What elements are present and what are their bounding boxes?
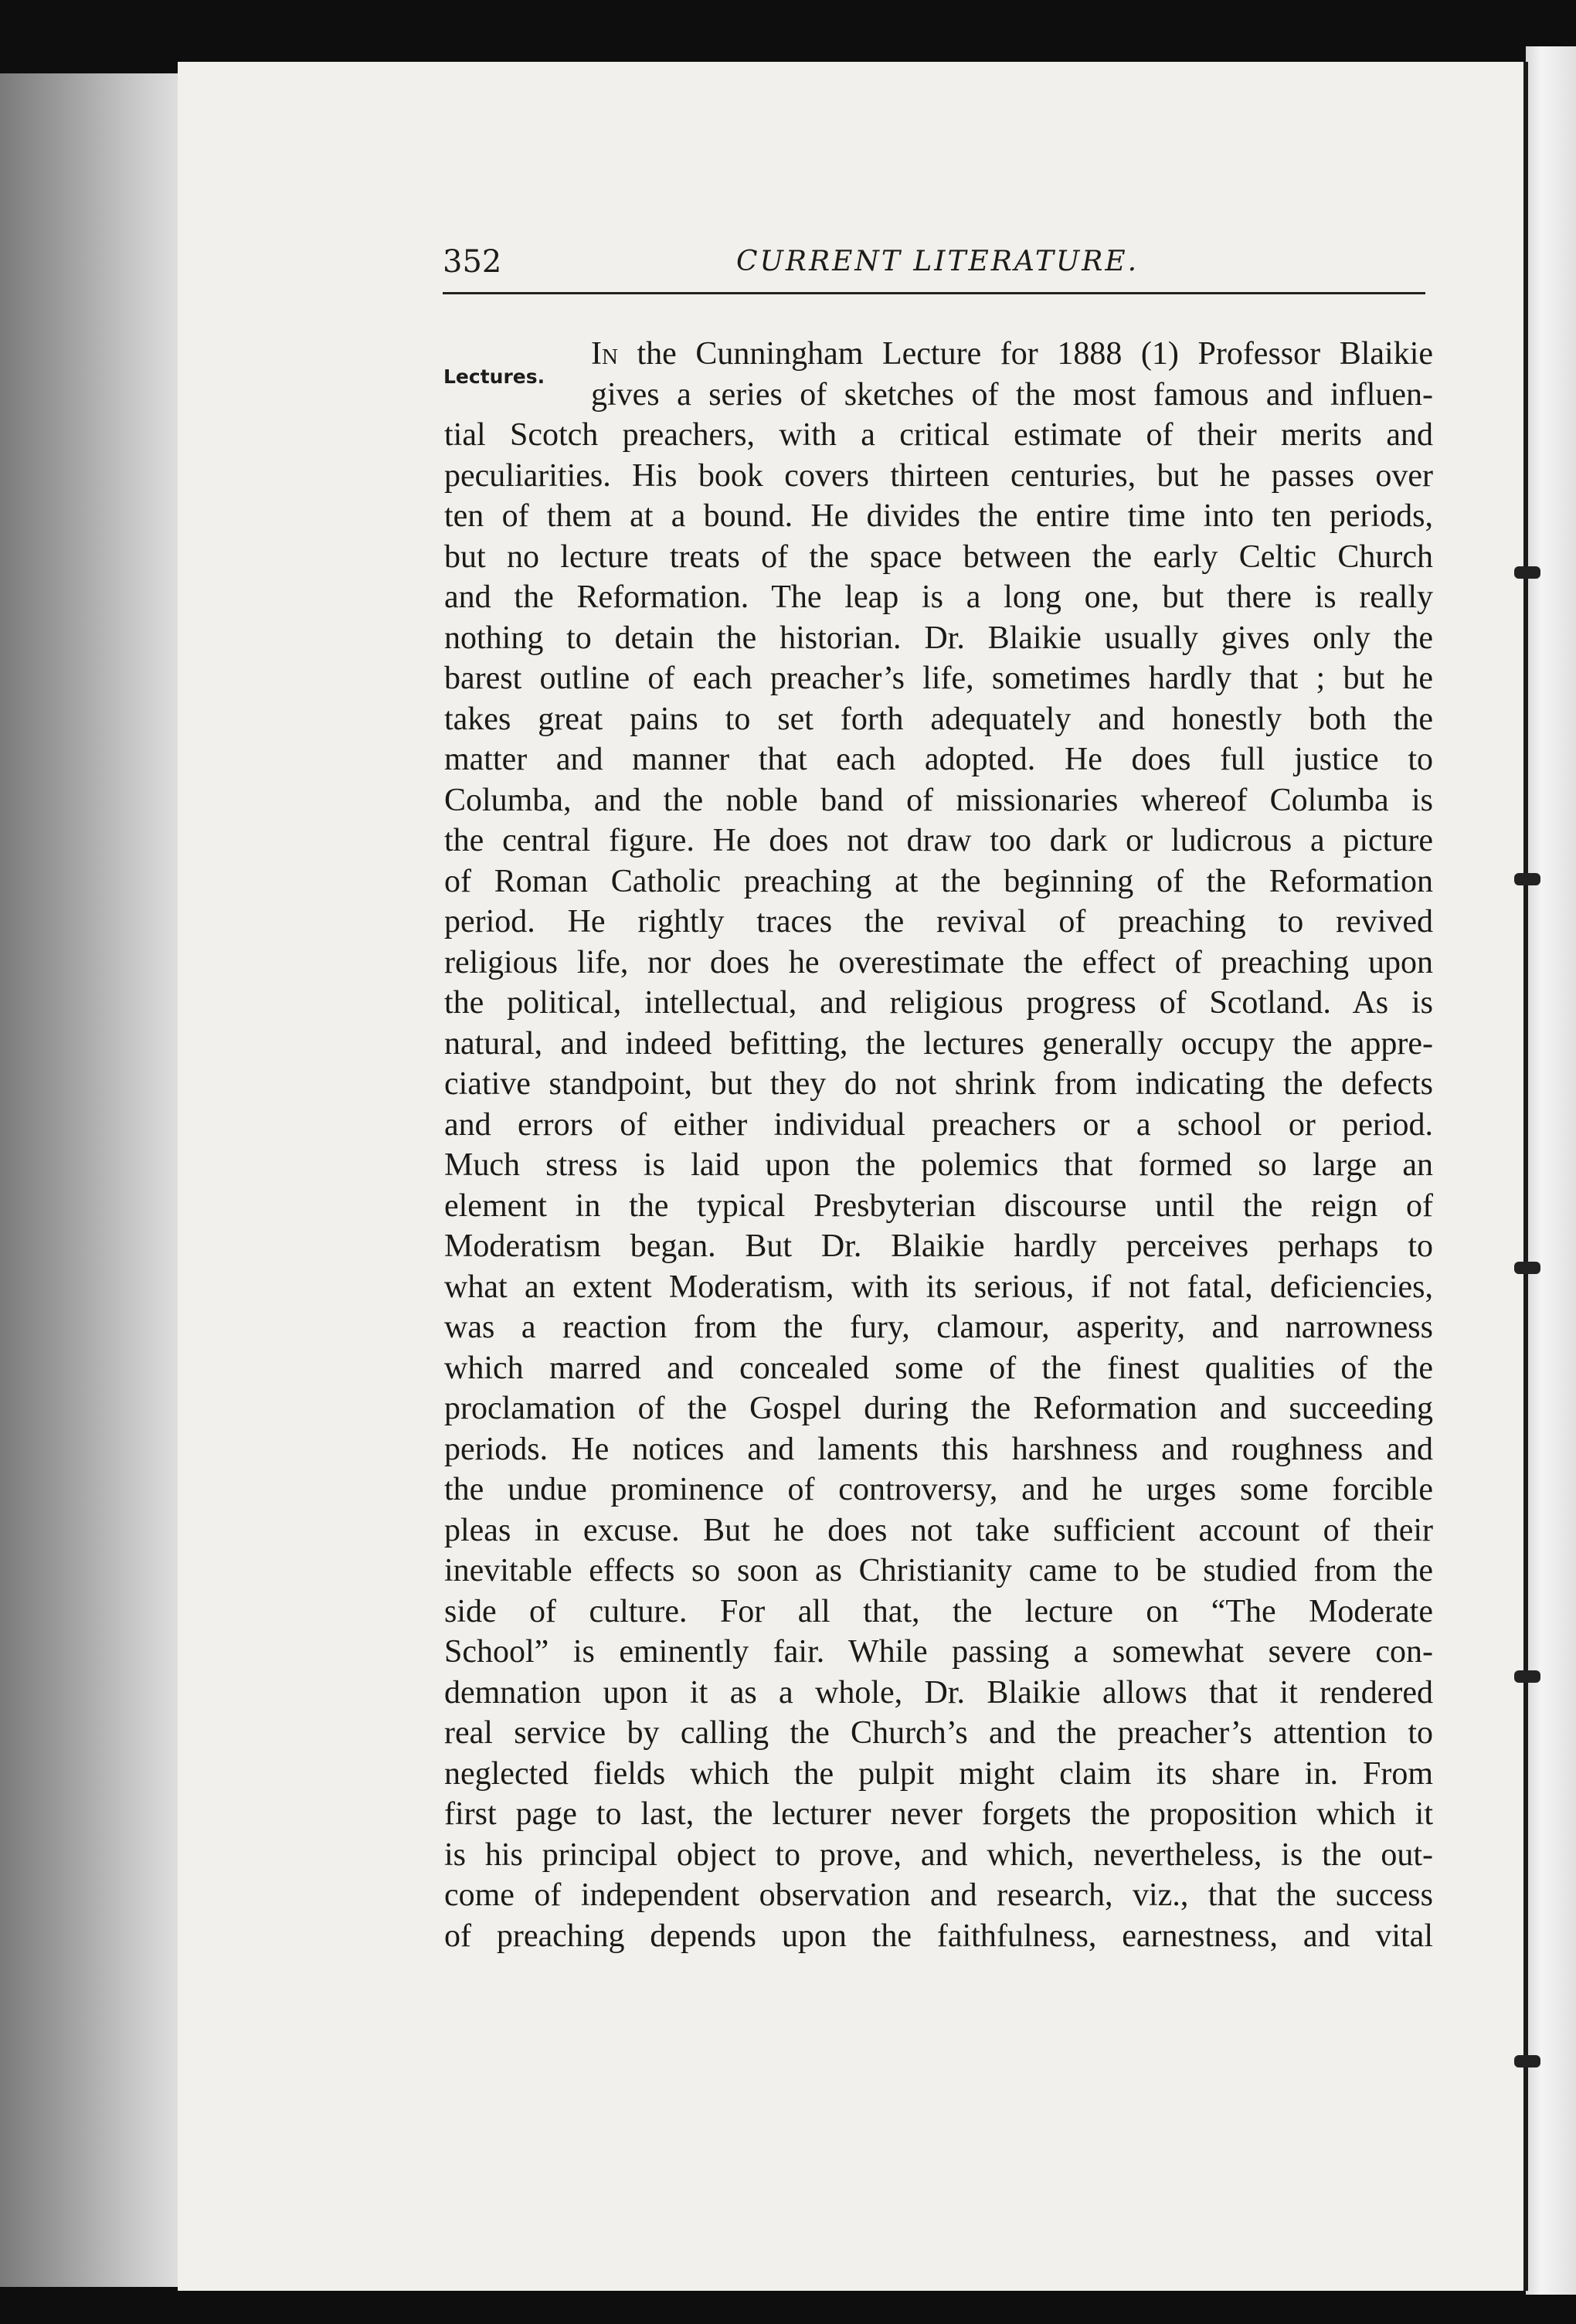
text-line	[444, 1105, 1433, 1146]
line-text: neglected fields which the pulpit might claim its share in. From	[444, 1755, 1433, 1792]
lead-in-word: In	[591, 336, 618, 372]
line-text: ciative standpoint, but they do not shrink from indicating the defects	[444, 1066, 1433, 1102]
line-text: of Roman Catholic preaching at the beginning of the Reformation	[444, 863, 1433, 899]
line-text: inevitable effects so soon as Christianity came to be studied from the	[444, 1553, 1433, 1588]
text-line	[444, 375, 1433, 416]
line-text: nothing to detain the historian. Dr. Blaikie usually gives only the	[444, 620, 1433, 656]
line-text: the political, intellectual, and religious progress of Scotland. As is	[444, 985, 1433, 1021]
text-line	[444, 821, 1433, 861]
text-line	[444, 1875, 1433, 1916]
line-text: School” is eminently fair. While passing a somewhat severe con-	[444, 1634, 1433, 1670]
line-text: but no lecture treats of the space between the early Celtic Church	[444, 539, 1433, 575]
line-text: Columba, and the noble band of missionaries whereof Columba is	[444, 782, 1433, 818]
text-line	[444, 1835, 1433, 1876]
sidenote-label: Lectures.	[443, 365, 545, 388]
line-text: peculiarities. His book covers thirteen centuries, but he passes over	[444, 457, 1433, 494]
text-line	[444, 1592, 1433, 1633]
text-line	[444, 1307, 1433, 1348]
text-line	[444, 780, 1433, 821]
text-line	[444, 1469, 1433, 1510]
line-text: Much stress is laid upon the polemics that formed so large an	[444, 1147, 1433, 1183]
text-line	[444, 1510, 1433, 1551]
line-text: and the Reformation. The leap is a long one, but there is really	[444, 579, 1433, 615]
text-line	[444, 1632, 1433, 1673]
text-line	[444, 1348, 1433, 1389]
running-head	[443, 238, 1425, 294]
spine-line	[1523, 62, 1528, 2291]
line-text: is his principal object to prove, and which, nevertheless, is the out-	[444, 1836, 1433, 1873]
text-line	[444, 618, 1433, 659]
text-line	[444, 1226, 1433, 1267]
text-line	[444, 1267, 1433, 1308]
text-line	[444, 902, 1433, 943]
text-line	[444, 1754, 1433, 1795]
text-line	[444, 1429, 1433, 1470]
text-line	[444, 983, 1433, 1024]
text-line	[444, 334, 1433, 375]
line-text: period. He rightly traces the revival of preaching to revived	[444, 904, 1433, 939]
line-text: element in the typical Presbyterian discourse until the reign of	[444, 1187, 1433, 1224]
text-line	[444, 537, 1433, 578]
line-text: barest outline of each preacher’s life, sometimes hardly that ; but he	[444, 661, 1433, 696]
text-line	[444, 861, 1433, 902]
text-line	[444, 1916, 1433, 1957]
binding-clip	[1514, 566, 1540, 579]
line-text: takes great pains to set forth adequately and honestly both the	[444, 701, 1433, 737]
binding-clip	[1514, 1670, 1540, 1683]
line-text: come of independent observation and research, viz., that the success	[444, 1877, 1433, 1913]
text-line	[444, 1186, 1433, 1227]
line-text: what an extent Moderatism, with its serious, if not fatal, deficiencies,	[444, 1269, 1433, 1305]
text-line	[444, 1673, 1433, 1714]
line-text: ten of them at a bound. He divides the entire time into ten periods,	[444, 498, 1433, 534]
article-text	[444, 334, 1433, 1956]
text-line	[444, 943, 1433, 984]
line-text: was a reaction from the fury, clamour, asperity, and narrowness	[444, 1310, 1433, 1345]
line-text: first page to last, the lecturer never forgets the proposition which it	[444, 1796, 1433, 1832]
line-text: of preaching depends upon the faithfulness, earnestness, and vital	[444, 1918, 1433, 1954]
text-line	[444, 1551, 1433, 1592]
text-line	[444, 456, 1433, 497]
text-line	[444, 658, 1433, 699]
line-text: side of culture. For all that, the lecture on “The Moderate	[444, 1593, 1433, 1629]
line-text: periods. He notices and laments this harshness and roughness and	[444, 1431, 1433, 1467]
line-text: proclamation of the Gospel during the Reformation and succeeding	[444, 1391, 1433, 1426]
line-text: the Cunningham Lecture for 1888 (1) Professor Blaikie	[617, 336, 1433, 372]
line-text: the undue prominence of controversy, and he urges some forcible	[444, 1472, 1433, 1507]
text-line	[444, 1713, 1433, 1754]
text-line	[444, 1024, 1433, 1065]
line-text: the central figure. He does not draw too dark or ludicrous a picture	[444, 823, 1433, 858]
text-line	[444, 699, 1433, 740]
binding-edge	[1526, 46, 1576, 2295]
line-text: demnation upon it as a whole, Dr. Blaikie allows that it rendered	[444, 1674, 1433, 1711]
text-line	[444, 496, 1433, 537]
line-text: gives a series of sketches of the most famous and influen-	[591, 376, 1433, 413]
text-line	[444, 1145, 1433, 1186]
text-line	[444, 577, 1433, 618]
line-text: pleas in excuse. But he does not take sufficient account of their	[444, 1512, 1433, 1548]
page-number: 352	[443, 244, 502, 280]
line-text: Moderatism began. But Dr. Blaikie hardly perceives perhaps to	[444, 1228, 1433, 1264]
text-line	[444, 1388, 1433, 1429]
journal-title: CURRENT LITERATURE.	[736, 246, 1140, 277]
line-text: and errors of either individual preachers or a school or period.	[444, 1106, 1433, 1143]
text-line	[444, 1794, 1433, 1835]
line-text: natural, and indeed befitting, the lectures generally occupy the appre-	[444, 1025, 1433, 1062]
text-line	[444, 739, 1433, 780]
binding-clip	[1514, 2055, 1540, 2067]
text-line	[444, 415, 1433, 456]
line-text: real service by calling the Church’s and the preacher’s attention to	[444, 1715, 1433, 1751]
text-line	[444, 1064, 1433, 1105]
line-text: which marred and concealed some of the finest qualities of the	[444, 1350, 1433, 1386]
binding-clip	[1514, 873, 1540, 885]
line-text: matter and manner that each adopted. He does full justice to	[444, 742, 1433, 777]
binding-clip	[1514, 1262, 1540, 1274]
line-text: tial Scotch preachers, with a critical estimate of their merits and	[444, 417, 1433, 453]
page-stack-edge	[0, 73, 193, 2287]
line-text: religious life, nor does he overestimate the effect of preaching upon	[444, 944, 1433, 980]
